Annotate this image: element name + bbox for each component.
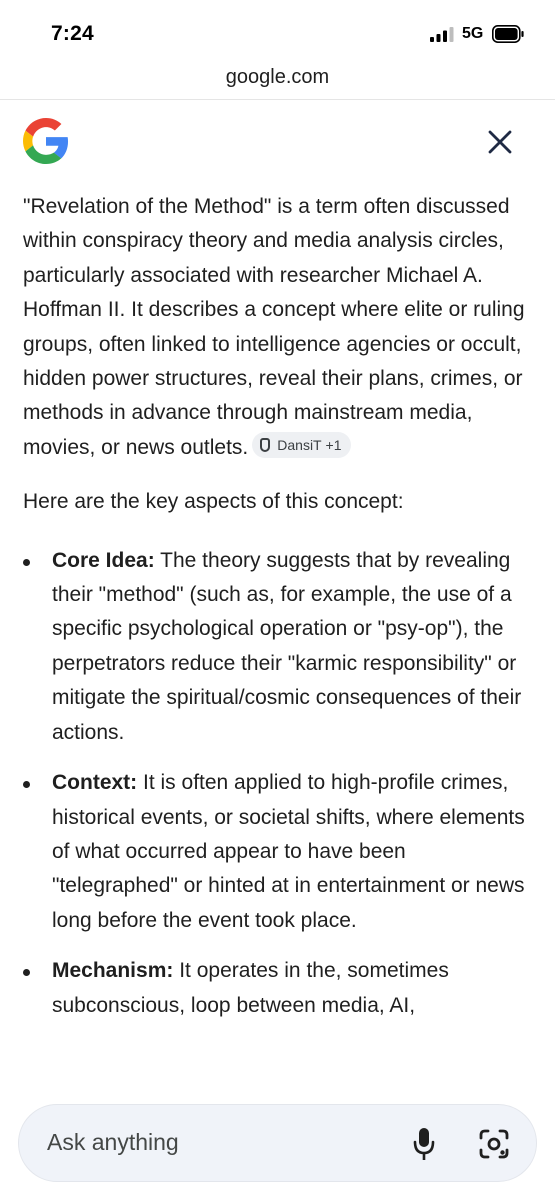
bullet-dot [23, 969, 30, 976]
google-lens-icon[interactable] [478, 1128, 510, 1160]
answer-text: "Revelation of the Method" is a term often discussed within conspiracy theory and media analysis circles, particularly associated with researcher Michael A. Hoffman II. It describes a concept where elite or ruling groups, often linked to intelligence agencies or occult, hidden power structures, reveal their plans, crimes, or methods in advance through mainstream media, movies, or news outlets. [23, 195, 525, 459]
close-icon [487, 129, 513, 155]
url-text: google.com [225, 66, 330, 88]
key-aspects-list [23, 544, 533, 1023]
bullet-text: It is often applied to high-profile crimes, historical events, or societal shifts, where elements of what occurred appear to have been "telegraphed" or hinted at in entertainment or news long before the event took place. [52, 771, 525, 932]
source-chip[interactable] [252, 432, 351, 458]
bullet-term: Core Idea: [52, 548, 155, 572]
list-item [23, 544, 533, 750]
mic-icon[interactable] [412, 1127, 436, 1161]
source-chip-more: +1 [325, 436, 342, 453]
bullet-term: Mechanism: [52, 959, 174, 983]
battery-icon [492, 25, 524, 43]
source-icon [260, 438, 270, 452]
source-chip-label: DansiT [277, 436, 322, 453]
bullet-text: The theory suggests that by revealing their "method" (such as, for example, the use of a specific psychological operation or "psy-op"), the perpetrators reduce their "karmic responsibility" or mitigate the spiritual/cosmic consequences of their actions. [52, 548, 522, 744]
bullet-dot [23, 781, 30, 788]
ai-answer [23, 190, 533, 1039]
status-time: 7:24 [51, 22, 94, 45]
bullet-text: It operates in the, sometimes subconscious, loop between media, AI, [52, 959, 449, 1017]
ask-input-bar[interactable] [18, 1104, 537, 1182]
bullet-dot [23, 559, 30, 566]
answer-intro: Here are the key aspects of this concept: [23, 490, 404, 514]
list-item [23, 766, 533, 938]
signal-strength-icon [430, 27, 454, 42]
ask-input[interactable]: Ask anything [47, 1129, 179, 1155]
google-g-icon [23, 118, 69, 164]
close-button[interactable] [482, 124, 518, 160]
status-bar [0, 0, 555, 62]
list-item [23, 954, 533, 1023]
bullet-term: Context: [52, 771, 138, 795]
address-bar[interactable] [0, 62, 555, 100]
network-type: 5G [462, 25, 484, 42]
answer-paragraph [23, 190, 533, 465]
